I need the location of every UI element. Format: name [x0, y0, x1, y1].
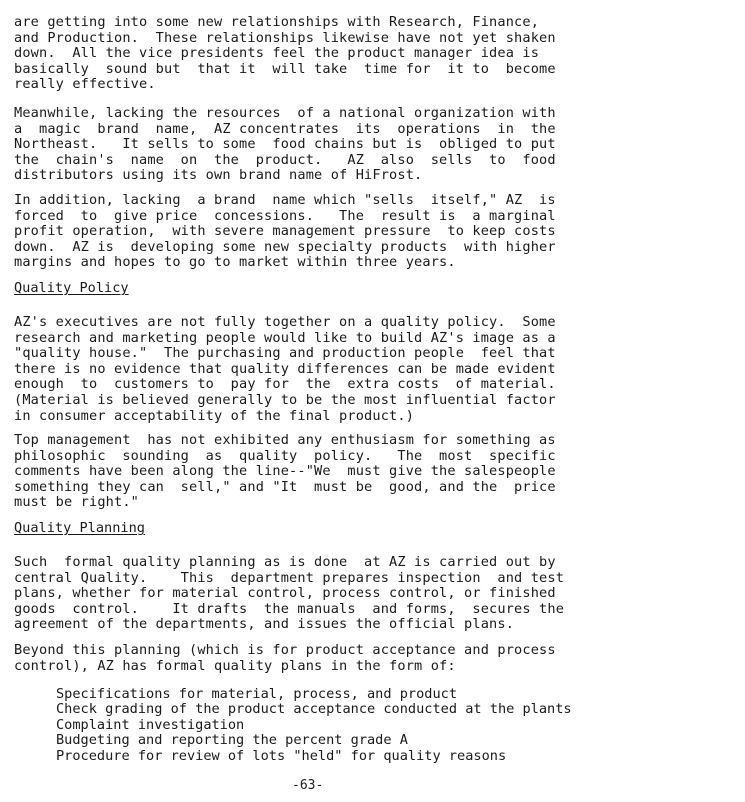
- text-line: AZ's executives are not fully together on a quality policy. Some: [14, 314, 556, 330]
- list-item: Procedure for review of lots "held" for quality reasons: [56, 747, 507, 764]
- paragraph-brand-name: [14, 106, 602, 184]
- text-line: there is no evidence that quality differences can be made evident: [14, 360, 556, 377]
- paragraph-price-concessions: [14, 193, 602, 271]
- text-line: something they can sell," and "It must be good, and the price: [14, 478, 556, 495]
- text-line: margins and hopes to go to market within three years.: [14, 254, 456, 271]
- text-line: forced to give price concessions. The result is a marginal: [14, 207, 556, 224]
- paragraph-quality-planning: [14, 555, 602, 633]
- text-line: philosophic sounding as quality policy. The most specific: [14, 447, 556, 464]
- section-heading-quality-planning: Quality Planning: [14, 520, 145, 536]
- text-line: comments have been along the line--"We must give the salespeople: [14, 463, 556, 480]
- text-line: Beyond this planning (which is for product acceptance and process: [14, 642, 556, 658]
- text-line: down. All the vice presidents feel the product manager idea is: [14, 45, 540, 62]
- text-line: are getting into some new relationships with Research, Finance,: [14, 14, 540, 30]
- paragraph-formal-plans: [14, 643, 602, 674]
- text-line: "quality house." The purchasing and production people feel that: [14, 345, 556, 362]
- section-heading-quality-policy: Quality Policy: [14, 280, 129, 296]
- text-line: central Quality. This department prepares inspection and test: [14, 569, 565, 586]
- text-line: (Material is believed generally to be the most influential factor: [14, 391, 556, 408]
- text-line: research and marketing people would like to build AZ's image as a: [14, 329, 556, 346]
- list-item: Budgeting and reporting the percent grade A: [56, 732, 408, 749]
- list-item: Complaint investigation: [56, 716, 245, 733]
- paragraph-quality-policy: [14, 315, 602, 424]
- text-line: the chain's name on the product. AZ also sells to food: [14, 151, 556, 168]
- text-line: agreement of the departments, and issues the official plans.: [14, 616, 515, 633]
- list-item: Check grading of the product acceptance conducted at the plants: [56, 701, 572, 718]
- text-line: control), AZ has formal quality plans in the form of:: [14, 657, 456, 674]
- text-line: distributors using its own brand name of HiFrost.: [14, 167, 423, 184]
- text-line: plans, whether for material control, process control, or finished: [14, 585, 556, 602]
- text-line: goods control. It drafts the manuals and forms, secures the: [14, 600, 565, 617]
- text-line: Top management has not exhibited any enthusiasm for something as: [14, 432, 556, 448]
- text-line: in consumer acceptability of the final product.): [14, 407, 415, 424]
- text-line: must be right.": [14, 494, 140, 511]
- text-line: profit operation, with severe management pressure to keep costs: [14, 223, 556, 240]
- paragraph-top-management: [14, 433, 602, 511]
- list-item: Specifications for material, process, and product: [56, 686, 458, 702]
- page-number: -63-: [292, 778, 324, 793]
- text-line: down. AZ is developing some new specialty products with higher: [14, 238, 556, 255]
- text-line: enough to customers to pay for the extra costs of material.: [14, 376, 556, 393]
- text-line: Northeast. It sells to some food chains but is obliged to put: [14, 136, 556, 153]
- quality-plans-list: [56, 687, 601, 764]
- paragraph-relationships: [14, 15, 602, 93]
- text-line: In addition, lacking a brand name which "sells itself," AZ is: [14, 192, 556, 208]
- text-line: and Production. These relationships likewise have not yet shaken: [14, 29, 556, 46]
- text-line: Such formal quality planning as is done at AZ is carried out by: [14, 554, 556, 570]
- text-line: a magic brand name, AZ concentrates its operations in the: [14, 120, 556, 137]
- text-line: Meanwhile, lacking the resources of a national organization with: [14, 105, 556, 121]
- text-line: really effective.: [14, 76, 156, 93]
- text-line: basically sound but that it will take time for it to become: [14, 60, 556, 77]
